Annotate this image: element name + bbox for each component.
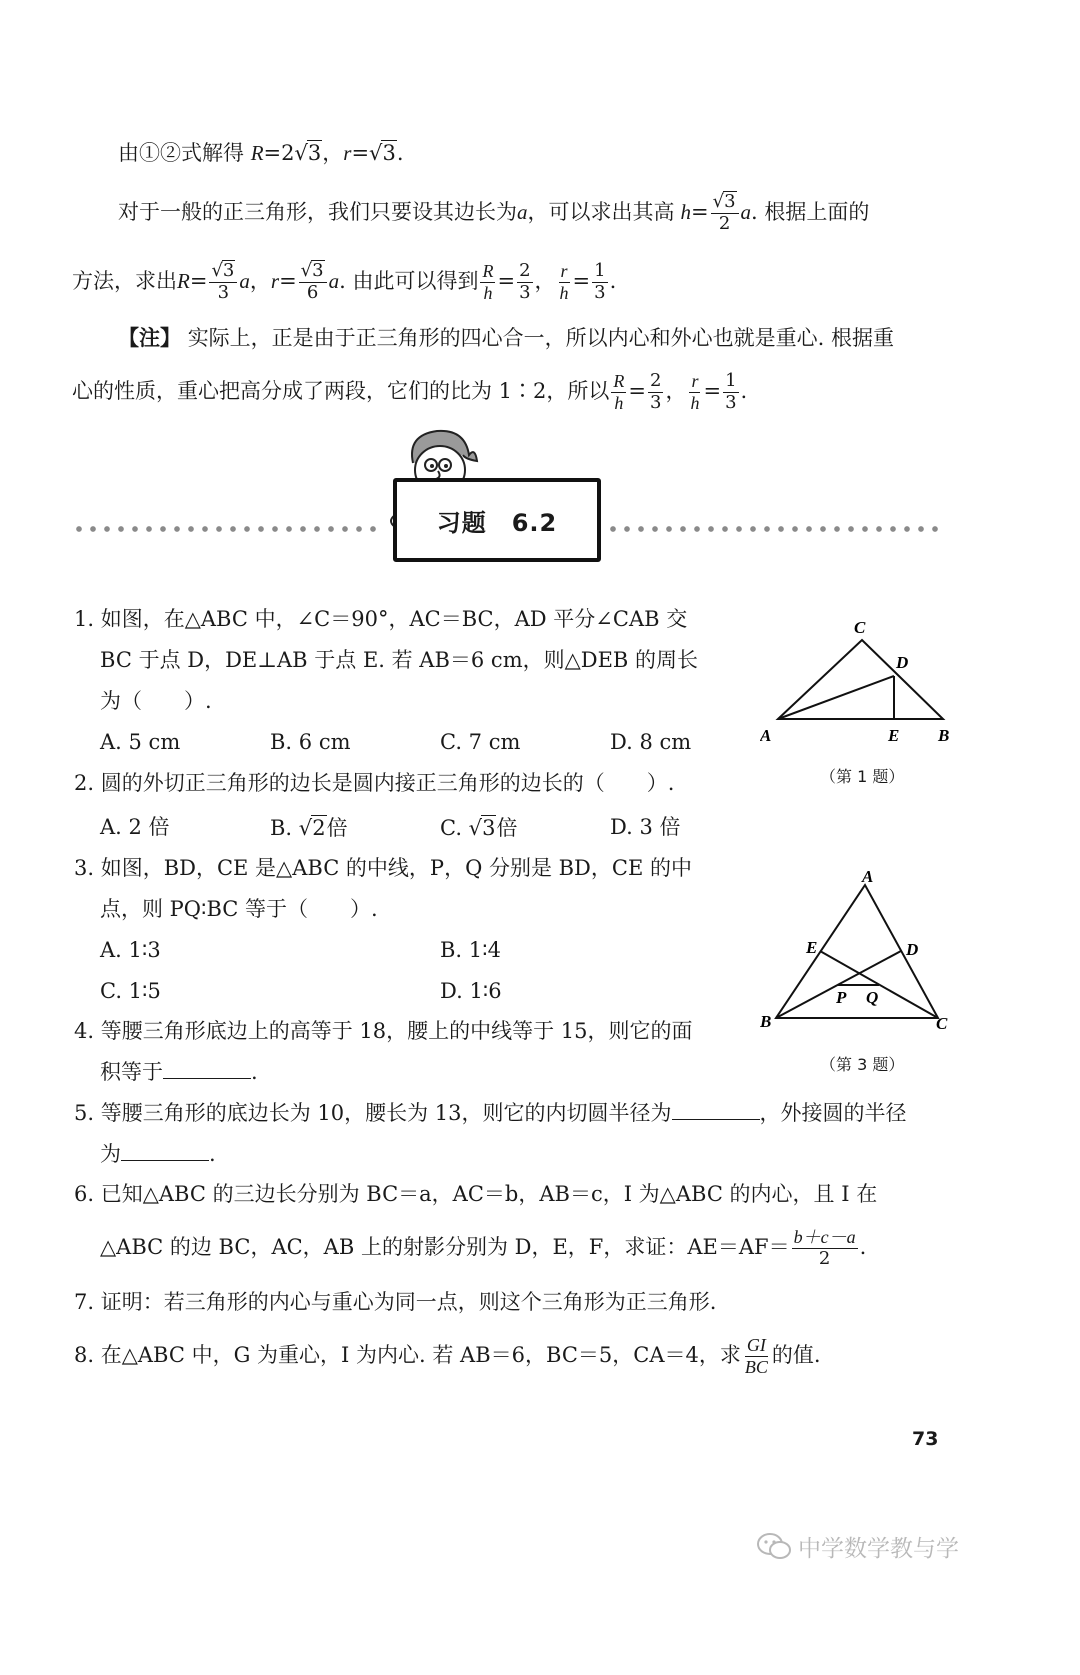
fraction: $\frac{√3}{2}$ (711, 191, 739, 234)
label-q: Q (866, 988, 879, 1007)
label-d: D (896, 653, 909, 672)
label-d: D (906, 940, 919, 959)
problem-6-line-2: △ABC 的边 BC，AC，AB 上的射影分别为 D，E，F，求证：AE＝AF＝ $\frac{b+c-a}{2}$ . (100, 1226, 867, 1269)
label-b: B (938, 726, 950, 745)
option-d: D. 1∶6 (440, 979, 502, 1003)
option-d: D. 3 倍 (610, 815, 681, 839)
option-d: D. 8 cm (610, 730, 692, 754)
problem-5-line-1: 5. 等腰三角形的底边长为 10，腰长为 13，则它的内切圆半径为 ，外接圆的半径 (74, 1101, 907, 1125)
problem-3-line-2: 点，则 PQ∶BC 等于（ ）. (100, 897, 378, 921)
figure-1-caption: （第 1 题） (820, 767, 905, 786)
answer-blank (672, 1101, 760, 1120)
label-p: P (836, 988, 847, 1007)
fraction: $\frac{r}{h}$ (690, 370, 700, 413)
label-b: B (760, 1012, 772, 1030)
divider-left (72, 525, 382, 533)
divider-right (606, 525, 946, 533)
figure-1-diagram (760, 615, 960, 750)
fraction: $\frac{GI}{BC}$ (744, 1334, 768, 1377)
wechat-icon (756, 1532, 792, 1562)
watermark: 中学数学教与学 (756, 1530, 959, 1563)
intro-line-2: 对于一般的正三角形，我们只要设其边长为 a ，可以求出其高 h = $\frac{√3}{2}$ a . 根据上面的 (118, 191, 870, 234)
problem-1-line-2: BC 于点 D，DE⊥AB 于点 E. 若 AB＝6 cm，则△DEB 的周长 (100, 648, 699, 672)
option-c: C. 7 cm (440, 730, 521, 754)
fraction: $\frac{2}{3}$ (650, 369, 662, 413)
problem-5-line-2: 为 . (100, 1142, 216, 1166)
label-a: A (760, 726, 772, 745)
label-e: E (888, 726, 900, 745)
option-c: C. √3倍 (440, 816, 518, 840)
note-line-1: 【注】 实际上，正是由于正三角形的四心合一，所以内心和外心也就是重心. 根据重 (118, 326, 895, 350)
option-b: B. 6 cm (270, 730, 351, 754)
problem-6-line-1: 6. 已知△ABC 的三边长分别为 BC＝a，AC＝b，AB＝c，I 为△ABC 的内心，且 I 在 (74, 1182, 878, 1206)
note-tag: 【注】 (118, 326, 181, 350)
intro-line-3: 方法，求出 R = $\frac{√3}{3}$ a ， r = $\frac{√3}{6}$ a . 由此可以得到 $\frac{R}{h}$ = $\frac{2}{3}$ ， $\frac{r}{h}$ = $\frac{1}{3}$ . (72, 259, 617, 303)
fraction: $\frac{R}{h}$ (613, 370, 625, 413)
fraction: $\frac{b+c-a}{2}$ (793, 1226, 856, 1269)
option-a: A. 5 cm (100, 730, 181, 754)
option-a: A. 1∶3 (100, 938, 161, 962)
problem-4-line-2: 积等于 . (100, 1060, 258, 1084)
fraction: $\frac{√3}{6}$ (299, 260, 327, 303)
problem-1-line-3: 为（ ）. (100, 689, 212, 713)
answer-blank (121, 1142, 209, 1161)
problem-8: 8. 在△ABC 中，G 为重心，I 为内心. 若 AB＝6，BC＝5，CA＝4，求 $\frac{GI}{BC}$ 的值. (74, 1334, 821, 1377)
option-c: C. 1∶5 (100, 979, 161, 1003)
label-c: C (854, 618, 866, 637)
fraction: $\frac{R}{h}$ (482, 260, 494, 303)
fraction: $\frac{1}{3}$ (594, 259, 606, 303)
option-b: B. √2倍 (270, 816, 348, 840)
label-c: C (936, 1014, 948, 1030)
fraction: $\frac{2}{3}$ (519, 259, 531, 303)
section-title: 习题 6.2 (393, 478, 601, 562)
figure-3-diagram (760, 865, 960, 1030)
option-a: A. 2 倍 (100, 815, 170, 839)
label-e: E (806, 938, 818, 957)
option-b: B. 1∶4 (440, 938, 501, 962)
fraction: $\frac{√3}{3}$ (209, 260, 237, 303)
label-a: A (862, 867, 874, 886)
problem-1-line-1: 1. 如图，在△ABC 中，∠C＝90°，AC＝BC，AD 平分∠CAB 交 (74, 607, 688, 631)
problem-3-line-1: 3. 如图，BD，CE 是△ABC 的中线，P，Q 分别是 BD，CE 的中 (74, 856, 692, 880)
fraction: $\frac{r}{h}$ (559, 260, 569, 303)
problem-4-line-1: 4. 等腰三角形底边上的高等于 18，腰上的中线等于 15，则它的面 (74, 1019, 693, 1043)
page-number: 73 (912, 1428, 939, 1450)
figure-3-caption: （第 3 题） (820, 1055, 905, 1074)
note-line-2: 心的性质，重心把高分成了两段，它们的比为 1∶2，所以 $\frac{R}{h}$ = $\frac{2}{3}$ ， $\frac{r}{h}$ = $\frac{1}{3}$ . (72, 369, 748, 413)
fraction: $\frac{1}{3}$ (725, 369, 737, 413)
answer-blank (163, 1060, 251, 1079)
problem-2-line-1: 2. 圆的外切正三角形的边长是圆内接正三角形的边长的（ ）. (74, 771, 675, 795)
problem-7: 7. 证明：若三角形的内心与重心为同一点，则这个三角形为正三角形. (74, 1290, 717, 1314)
intro-line-1: 由①②式解得 R=2√3，r=√3. (118, 141, 404, 165)
